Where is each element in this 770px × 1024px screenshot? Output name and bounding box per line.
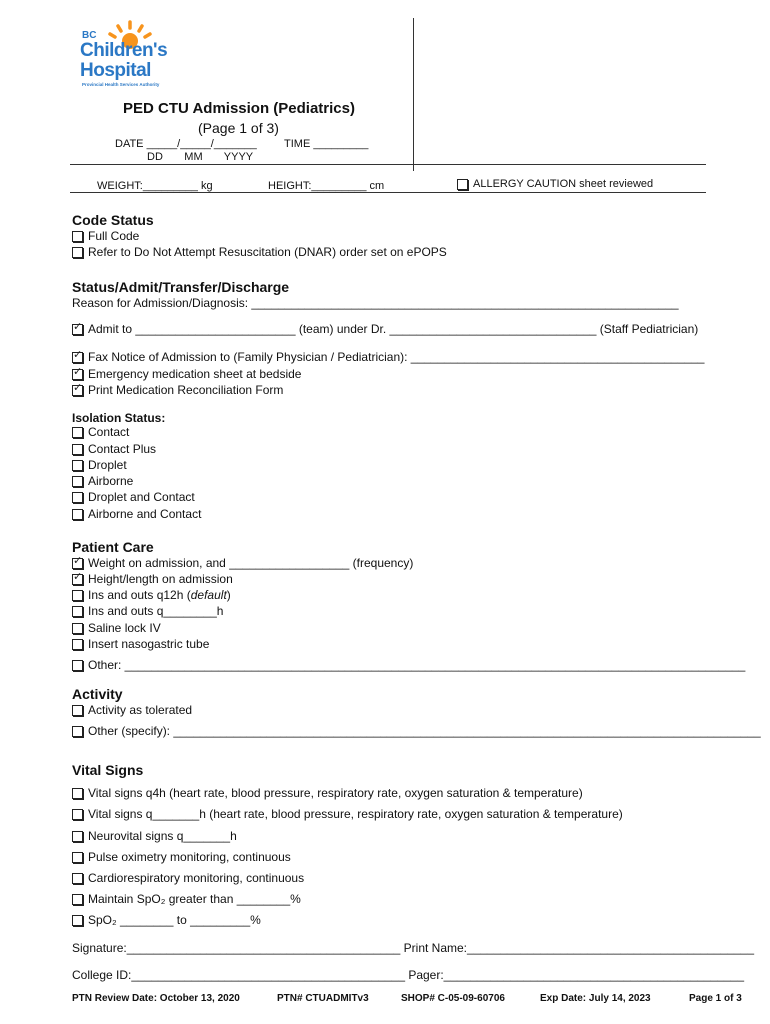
checkbox-label: Fax Notice of Admission to (Family Physician / Pediatrician): ____________________________________________	[88, 350, 705, 364]
checkbox[interactable]	[72, 427, 83, 438]
activity-other-row[interactable]	[72, 724, 761, 738]
logo-childrens: Children's	[80, 40, 168, 61]
checkbox[interactable]	[72, 831, 83, 842]
checkbox-label: Other (specify): ________________________________________________________________________________________	[88, 724, 761, 738]
checkbox-label: Vital signs q4h (heart rate, blood pressure, respiratory rate, oxygen saturation & temperature)	[88, 786, 583, 800]
checkbox-label: Other: _____________________________________________________________________________________________	[88, 658, 746, 672]
allergy-checkbox[interactable]	[457, 179, 468, 190]
checkbox-label: Activity as tolerated	[88, 703, 193, 717]
logo-tagline: Provincial Health Services Authority	[82, 82, 160, 87]
checkbox-label: Weight on admission, and __________________ (frequency)	[88, 556, 414, 570]
checkbox-label: Height/length on admission	[88, 572, 233, 586]
height-field[interactable]: HEIGHT:_________ cm	[268, 180, 385, 192]
checkbox[interactable]	[72, 809, 83, 820]
weight-field[interactable]: WEIGHT:_________ kg	[97, 180, 213, 192]
checkbox[interactable]	[72, 788, 83, 799]
footer-review-date: PTN Review Date: October 13, 2020	[72, 993, 240, 1004]
vitals-custom-row[interactable]	[72, 807, 623, 821]
checkbox-label: Contact	[88, 425, 130, 439]
date-format-hint: DD MM YYYY	[147, 151, 254, 163]
checkbox[interactable]	[72, 726, 83, 737]
footer-exp-date: Exp Date: July 14, 2023	[540, 993, 651, 1004]
isolation-droplet-row[interactable]	[72, 458, 127, 472]
checkbox-label: Insert nasogastric tube	[88, 637, 210, 651]
vital-signs-heading: Vital Signs	[72, 762, 144, 778]
weight-rule	[70, 192, 706, 193]
checkbox[interactable]	[72, 852, 83, 863]
footer-page: Page 1 of 3	[689, 993, 742, 1004]
checkbox[interactable]	[72, 460, 83, 471]
ins-outs-custom-row[interactable]	[72, 604, 223, 618]
isolation-contact-row[interactable]	[72, 425, 129, 439]
admit-label: Admit to ________________________ (team) under Dr. _______________________________ (Staff Pediatrician)	[88, 322, 699, 336]
spo2-range-row[interactable]	[72, 913, 261, 927]
checkbox-label: Droplet and Contact	[88, 490, 195, 504]
checkbox[interactable]	[72, 894, 83, 905]
form-page-subtitle: (Page 1 of 3)	[198, 120, 279, 136]
isolation-airborne-contact-row[interactable]	[72, 507, 201, 521]
checkbox-label: Pulse oximetry monitoring, continuous	[88, 850, 291, 864]
fax-notice-row[interactable]	[72, 350, 704, 364]
checkbox[interactable]	[72, 558, 83, 569]
checkbox-label: Refer to Do Not Attempt Resuscitation (DNAR) order set on ePOPS	[88, 245, 447, 259]
isolation-droplet-contact-row[interactable]	[72, 490, 195, 504]
checkbox-label: SpO₂ ________ to _________%	[88, 913, 261, 927]
checkbox-label: Saline lock IV	[88, 621, 161, 635]
print-med-rec-row[interactable]	[72, 383, 283, 397]
checkbox[interactable]	[72, 352, 83, 363]
checkbox-label: Contact Plus	[88, 442, 157, 456]
vitals-q4h-row[interactable]	[72, 786, 583, 800]
weight-admission-row[interactable]	[72, 556, 413, 570]
status-admit-heading: Status/Admit/Transfer/Discharge	[72, 279, 290, 295]
checkbox[interactable]	[72, 623, 83, 634]
emergency-sheet-row[interactable]	[72, 367, 301, 381]
checkbox[interactable]	[72, 492, 83, 503]
code-status-heading: Code Status	[72, 212, 154, 228]
isolation-airborne-row[interactable]	[72, 474, 133, 488]
form-title: PED CTU Admission (Pediatrics)	[123, 100, 355, 117]
checkbox[interactable]	[72, 385, 83, 396]
default-note: default	[190, 588, 227, 602]
allergy-label: ALLERGY CAUTION sheet reviewed	[473, 178, 654, 190]
footer-shop: SHOP# C-05-09-60706	[401, 993, 505, 1004]
activity-heading: Activity	[72, 686, 123, 702]
checkbox-label: Ins and outs q________h	[88, 604, 224, 618]
checkbox[interactable]	[72, 639, 83, 650]
checkbox[interactable]	[72, 705, 83, 716]
date-field[interactable]: DATE _____/_____/_______	[115, 138, 257, 150]
code-dnar-row[interactable]	[72, 245, 447, 259]
ng-tube-row[interactable]	[72, 637, 209, 651]
logo-bc: BC	[82, 30, 97, 41]
checkbox-label: Cardiorespiratory monitoring, continuous	[88, 871, 305, 885]
height-admission-row[interactable]	[72, 572, 233, 586]
activity-tolerated-row[interactable]	[72, 703, 192, 717]
header-divider	[413, 18, 414, 171]
neurovitals-row[interactable]	[72, 829, 237, 843]
patient-care-heading: Patient Care	[72, 539, 154, 555]
checkbox[interactable]	[72, 660, 83, 671]
checkbox-label: Neurovital signs q_______h	[88, 829, 237, 843]
checkbox[interactable]	[72, 247, 83, 258]
bc-childrens-hospital-logo	[78, 18, 188, 93]
patient-care-other-row[interactable]	[72, 658, 745, 672]
spo2-greater-row[interactable]	[72, 892, 301, 906]
checkbox[interactable]	[72, 574, 83, 585]
checkbox[interactable]	[72, 324, 83, 335]
checkbox-label: Droplet	[88, 458, 127, 472]
signature-field[interactable]: Signature:_________________________________________ Print Name:___________________________________________	[72, 941, 754, 955]
checkbox-label: Airborne	[88, 474, 134, 488]
checkbox-label: Airborne and Contact	[88, 507, 202, 521]
college-id-field[interactable]: College ID:_________________________________________ Pager:_____________________________________________	[72, 968, 744, 982]
checkbox[interactable]	[72, 873, 83, 884]
logo-hospital: Hospital	[80, 60, 151, 81]
code-full-row[interactable]	[72, 229, 139, 243]
isolation-contact-plus-row[interactable]	[72, 442, 156, 456]
checkbox-label: Maintain SpO₂ greater than ________%	[88, 892, 301, 906]
checkbox[interactable]	[72, 915, 83, 926]
checkbox-label: Ins and outs q12h (	[88, 588, 191, 602]
allergy-checkbox-row[interactable]	[457, 178, 653, 190]
checkbox-label: Emergency medication sheet at bedside	[88, 367, 302, 381]
checkbox-label-end: )	[226, 588, 231, 602]
isolation-heading: Isolation Status:	[72, 411, 166, 425]
pulse-oximetry-row[interactable]	[72, 850, 291, 864]
checkbox-label: Full Code	[88, 229, 140, 243]
checkbox[interactable]	[72, 231, 83, 242]
checkbox[interactable]	[72, 476, 83, 487]
footer-ptn: PTN# CTUADMITv3	[277, 993, 369, 1004]
checkbox[interactable]	[72, 590, 83, 601]
admit-row[interactable]	[72, 322, 698, 336]
checkbox[interactable]	[72, 444, 83, 455]
time-field[interactable]: TIME _________	[284, 138, 369, 150]
saline-lock-row[interactable]	[72, 621, 161, 635]
reason-field[interactable]: Reason for Admission/Diagnosis: ________________________________________________________________	[72, 296, 679, 310]
checkbox[interactable]	[72, 606, 83, 617]
checkbox[interactable]	[72, 509, 83, 520]
ins-outs-q12h-row[interactable]	[72, 588, 231, 602]
checkbox[interactable]	[72, 369, 83, 380]
checkbox-label: Vital signs q_______h (heart rate, blood pressure, respiratory rate, oxygen saturation & temperature)	[88, 807, 623, 821]
checkbox-label: Print Medication Reconciliation Form	[88, 383, 284, 397]
header-rule	[70, 164, 706, 165]
cardiorespiratory-row[interactable]	[72, 871, 304, 885]
